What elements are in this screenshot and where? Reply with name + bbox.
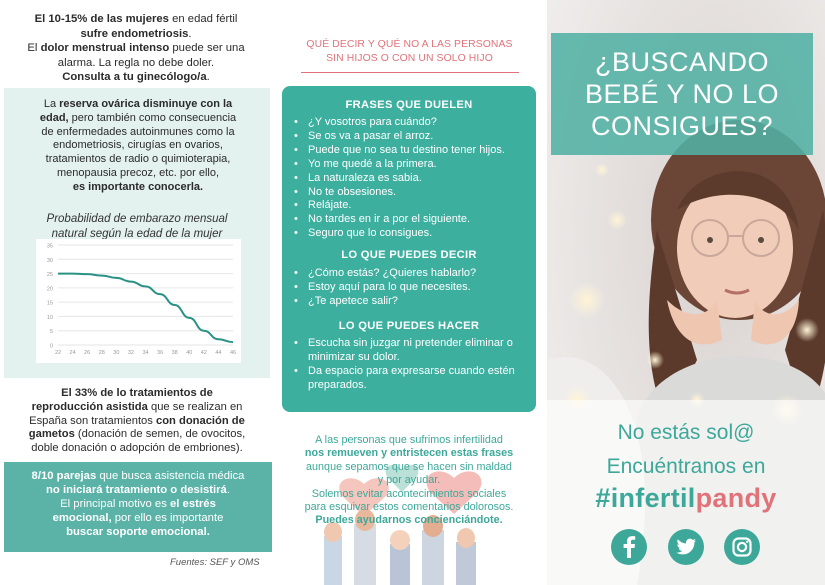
phrases-card xyxy=(282,86,536,412)
series-line xyxy=(58,274,233,343)
section-title-frases-que-duelen: FRASES QUE DUELEN xyxy=(345,99,473,111)
x-tick-label: 46 xyxy=(229,350,237,356)
emphasis: Puedes ayudarnos concienciándote. xyxy=(315,514,503,527)
text-line: España son tratamientos con donación de xyxy=(29,414,245,427)
text-line xyxy=(280,514,538,527)
list-item: • Se os va a pasar el arroz. xyxy=(294,130,526,144)
y-tick-label: 15 xyxy=(46,300,53,307)
text-line xyxy=(280,447,538,460)
list-frases-que-duelen xyxy=(294,116,526,241)
x-tick-label: 34 xyxy=(142,350,149,356)
text-line: edad, pero también como consecuencia xyxy=(39,111,237,124)
text-line: de enfermedades autoinmunes como la xyxy=(41,125,235,138)
y-tick-label: 35 xyxy=(46,243,53,250)
parejas-box xyxy=(4,462,272,552)
support-text xyxy=(280,434,538,528)
x-tick-label: 38 xyxy=(171,350,178,356)
list-item: • ¿Cómo estás? ¿Quieres hablarlo? xyxy=(294,267,526,281)
x-tick-label: 30 xyxy=(113,350,120,356)
x-tick-label: 42 xyxy=(200,350,207,356)
text-line: menopausia precoz, etc. por ello, xyxy=(56,166,220,179)
y-tick-label: 5 xyxy=(49,329,53,336)
text-line xyxy=(16,181,260,195)
right-panel xyxy=(547,0,825,585)
list-item: • ¿Y vosotros para cuándo? xyxy=(294,116,526,130)
x-tick-label: 44 xyxy=(215,350,222,356)
fertility-chart xyxy=(36,239,241,363)
emphasis: nos remueven y entristecen estas frases xyxy=(304,447,514,460)
text-line: Consulta a tu ginecólogo/a. xyxy=(62,71,210,83)
x-tick-label: 26 xyxy=(84,350,91,356)
list-lo-que-puedes-decir xyxy=(294,267,526,309)
list-item: • Seguro que lo consigues. xyxy=(294,227,526,241)
y-tick-label: 10 xyxy=(46,314,53,321)
reserva-ovarica-text xyxy=(16,98,260,195)
text-line: alarma. La regla no debe doler. xyxy=(57,56,215,69)
list-item: • Estoy aquí para lo que necesites. xyxy=(294,281,526,295)
y-tick-label: 20 xyxy=(46,286,53,293)
emphasis: sufre endometriosis xyxy=(80,27,189,40)
reserva-ovarica-box xyxy=(4,88,270,378)
middle-panel xyxy=(272,0,547,585)
left-panel xyxy=(0,0,272,585)
list-item: • Relájate. xyxy=(294,199,526,213)
text-line: para esquivar estos comentarios dolorosos. xyxy=(304,501,514,514)
emphasis: el estrés xyxy=(170,498,216,510)
text-line: reproducción asistida que se realizan en xyxy=(31,400,243,413)
y-tick-label: 30 xyxy=(46,257,53,264)
y-tick-label: 0 xyxy=(49,343,53,350)
list-item: • Yo me quedé a la primera. xyxy=(294,158,526,172)
y-tick-label: 25 xyxy=(46,272,53,279)
list-item: • ¿Te apetece salir? xyxy=(294,295,526,309)
text-line: aunque sepamos que se hacen sin maldad xyxy=(306,460,512,473)
text-line: emocional, por ello es importante xyxy=(52,512,224,524)
text-line: La reserva ovárica disminuye con la xyxy=(43,98,233,110)
emphasis: no iniciará tratamiento o desistirá xyxy=(46,484,227,496)
text-line: endometriosis, cirugías en ovarios, xyxy=(53,139,223,152)
text-line: sufre endometriosis. xyxy=(80,27,192,40)
text-line: El principal motivo es el estrés xyxy=(60,498,216,510)
emphasis: dolor menstrual intenso xyxy=(40,42,170,54)
tratamientos-text xyxy=(8,387,266,456)
support-section xyxy=(272,432,547,585)
text-line: A las personas que sufrimos infertilidad xyxy=(315,434,503,446)
x-tick-label: 24 xyxy=(69,350,76,356)
headline-box xyxy=(551,33,813,155)
list-item: • Puede que no sea tu destino tener hijos. xyxy=(294,144,526,158)
emphasis: El 10-15% de las mujeres xyxy=(34,13,169,25)
text-line: tratamientos de radio o quimioterapia, xyxy=(45,153,231,166)
emphasis: 8/10 parejas xyxy=(31,470,97,482)
text-line: El 10-15% de las mujeres en edad fértil xyxy=(34,13,238,25)
list-item: • La naturaleza es sabia. xyxy=(294,172,526,186)
emphasis: con donación de xyxy=(155,414,245,427)
sources-note: Fuentes: SEF y OMS xyxy=(170,557,260,568)
header-divider xyxy=(301,72,519,73)
no-estas-sola-text: No estás sol@ xyxy=(617,421,755,444)
text-line: El dolor menstrual intenso puede ser una xyxy=(27,42,245,54)
text-line: y por ayudar. xyxy=(377,474,441,487)
emphasis: Consulta a tu ginecólogo/a xyxy=(62,71,207,83)
instagram-icon[interactable] xyxy=(724,529,760,565)
facebook-icon[interactable] xyxy=(611,529,647,565)
list-item: • No tardes en ir a por el siguiente. xyxy=(294,213,526,227)
x-tick-label: 22 xyxy=(54,350,62,356)
text-line: doble donación o adopción de embriones). xyxy=(31,442,243,455)
emphasis: El 33% de lo tratamientos de xyxy=(61,387,213,399)
fertility-line-chart xyxy=(36,239,241,363)
parejas-text xyxy=(12,469,264,539)
x-tick-label: 28 xyxy=(98,350,105,356)
section-title-lo-que-puedes-hacer: LO QUE PUEDES HACER xyxy=(338,320,480,332)
emphasis: edad, xyxy=(39,111,69,124)
text-line: no iniciará tratamiento o desistirá. xyxy=(46,484,230,496)
x-tick-label: 36 xyxy=(157,350,164,356)
headline: ¿BUSCANDO BEBÉ Y NO LO CONSIGUES? xyxy=(584,47,780,141)
list-item: • Da espacio para expresarse cuando estén preparados. xyxy=(294,365,526,393)
middle-header: QUÉ DECIR Y QUÉ NO A LAS PERSONAS SIN HIJOS O CON UN SOLO HIJO xyxy=(272,38,547,73)
encuentranos-text: Encuéntranos en xyxy=(606,455,766,478)
hashtag: #infertilpandy xyxy=(595,483,777,513)
text-line: 8/10 parejas que busca asistencia médica xyxy=(31,470,245,482)
section-title-lo-que-puedes-decir: LO QUE PUEDES DECIR xyxy=(341,249,477,261)
emphasis: es importante conocerla. xyxy=(72,180,204,193)
chart-title: Probabilidad de embarazo mensual natural según la edad de la mujer xyxy=(46,213,228,240)
list-item: • Escucha sin juzgar ni pretender eliminar o minimizar su dolor. xyxy=(294,337,526,365)
emphasis: reproducción asistida xyxy=(31,400,148,413)
emphasis: buscar soporte emocional. xyxy=(66,526,210,538)
twitter-icon[interactable] xyxy=(668,529,704,565)
list-lo-que-puedes-hacer xyxy=(294,337,526,393)
x-tick-label: 32 xyxy=(127,350,134,356)
emphasis: gametos xyxy=(28,428,75,441)
text-line xyxy=(8,387,266,401)
emphasis: reserva ovárica disminuye con la xyxy=(59,98,233,110)
x-tick-label: 40 xyxy=(186,350,193,356)
text-line: Solemos evitar acontecimientos sociales xyxy=(311,487,507,500)
emphasis: emocional, xyxy=(52,512,112,524)
list-item: • No te obsesiones. xyxy=(294,186,526,200)
text-line: gametos (donación de semen, de ovocitos, xyxy=(28,428,246,441)
endometriosis-text xyxy=(6,12,266,85)
text-line xyxy=(12,525,264,539)
